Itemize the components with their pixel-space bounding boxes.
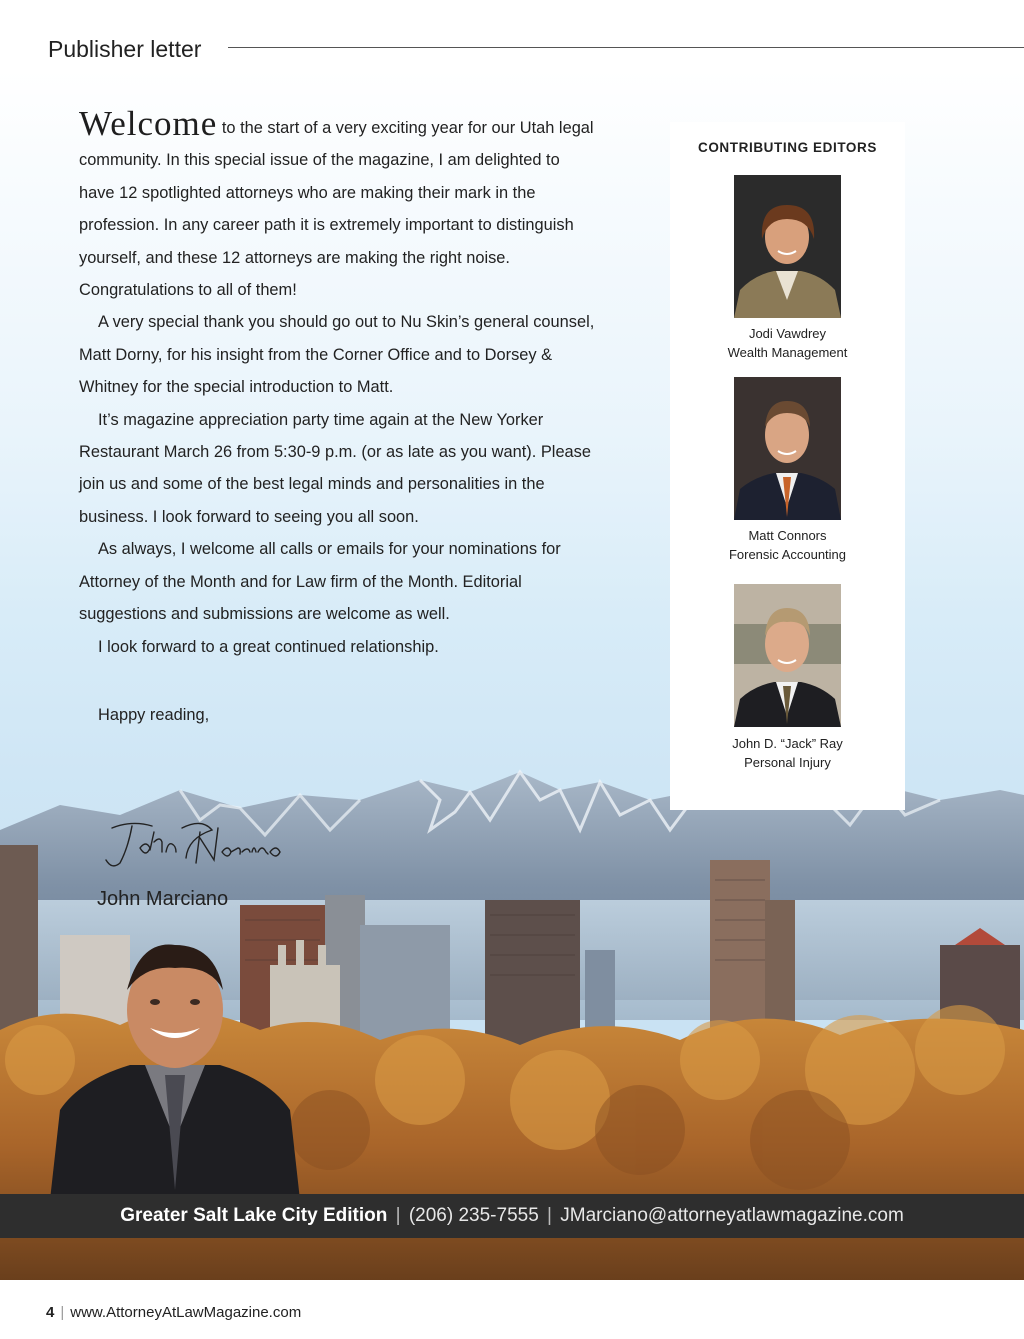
separator: | — [390, 1205, 406, 1226]
letter-paragraph-4: As always, I welcome all calls or emails for your nominations for Attorney of the Month and for Law firm of the Month. Editorial suggestions and submissions are welcome as well. — [79, 540, 561, 624]
separator: | — [541, 1205, 558, 1226]
letter-paragraph-1-text: to the start of a very exciting year for our Utah legal community. In this special issue of the magazine, I am delighted to have 12 spotlighted attorneys who are making their mark in the profession. In any career path it is extremely important to distinguish yourself, and these 12 attorneys are making the right noise. Congratulations to all of them! — [79, 119, 594, 300]
letter-paragraph-1 — [79, 104, 599, 306]
page-number: 4 — [46, 1304, 55, 1321]
editor-caption — [670, 527, 905, 564]
editor-caption — [670, 735, 905, 772]
editor-name: Matt Connors — [748, 528, 827, 543]
footer-separator: | — [60, 1304, 65, 1321]
contributing-editors-panel — [670, 122, 905, 810]
editor-name: Jodi Vawdrey — [748, 326, 827, 341]
editor-photo — [734, 377, 841, 520]
contact-email-link[interactable]: JMarciano@attorneyatlawmagazine.com — [560, 1205, 904, 1226]
editor-photo — [734, 584, 841, 727]
header-divider — [228, 47, 1024, 48]
editor-caption — [670, 325, 905, 362]
publisher-photo — [50, 940, 300, 1200]
welcome-heading: Welcome — [79, 104, 218, 143]
section-title: Publisher letter — [48, 36, 202, 62]
website-link[interactable]: www.AttorneyAtLawMagazine.com — [70, 1304, 302, 1321]
page-footer — [46, 1304, 301, 1321]
signer-name: John Marciano — [97, 888, 229, 910]
letter-paragraph-3: It’s magazine appreciation party time again at the New Yorker Restaurant March 26 from 5:30-9 p.m. (or as late as you want). Please join us and some of the best legal minds and personalities in the business. I look forward to seeing you all soon. — [79, 410, 591, 526]
signature-image — [92, 808, 292, 878]
sign-off: Happy reading, — [98, 705, 210, 724]
contact-phone: (206) 235-7555 — [408, 1205, 539, 1226]
letter-paragraph-5: I look forward to a great continued relationship. — [98, 637, 439, 656]
letter-paragraph-2: A very special thank you should go out to Nu Skin’s general counsel, Matt Dorny, for his insight from the Corner Office and to Dorsey & Whitney for the special introduction to Matt. — [79, 313, 595, 397]
editor-role: Wealth Management — [727, 344, 848, 360]
contributing-editors-title: CONTRIBUTING EDITORS — [697, 140, 877, 155]
editor-photo — [734, 175, 841, 318]
editor-role: Personal Injury — [744, 754, 831, 770]
edition-label: Greater Salt Lake City Edition — [120, 1205, 388, 1226]
editor-name: John D. “Jack” Ray — [732, 736, 843, 751]
publisher-letter — [79, 104, 599, 731]
editor-role: Forensic Accounting — [728, 546, 847, 562]
contact-bar — [0, 1194, 1024, 1238]
